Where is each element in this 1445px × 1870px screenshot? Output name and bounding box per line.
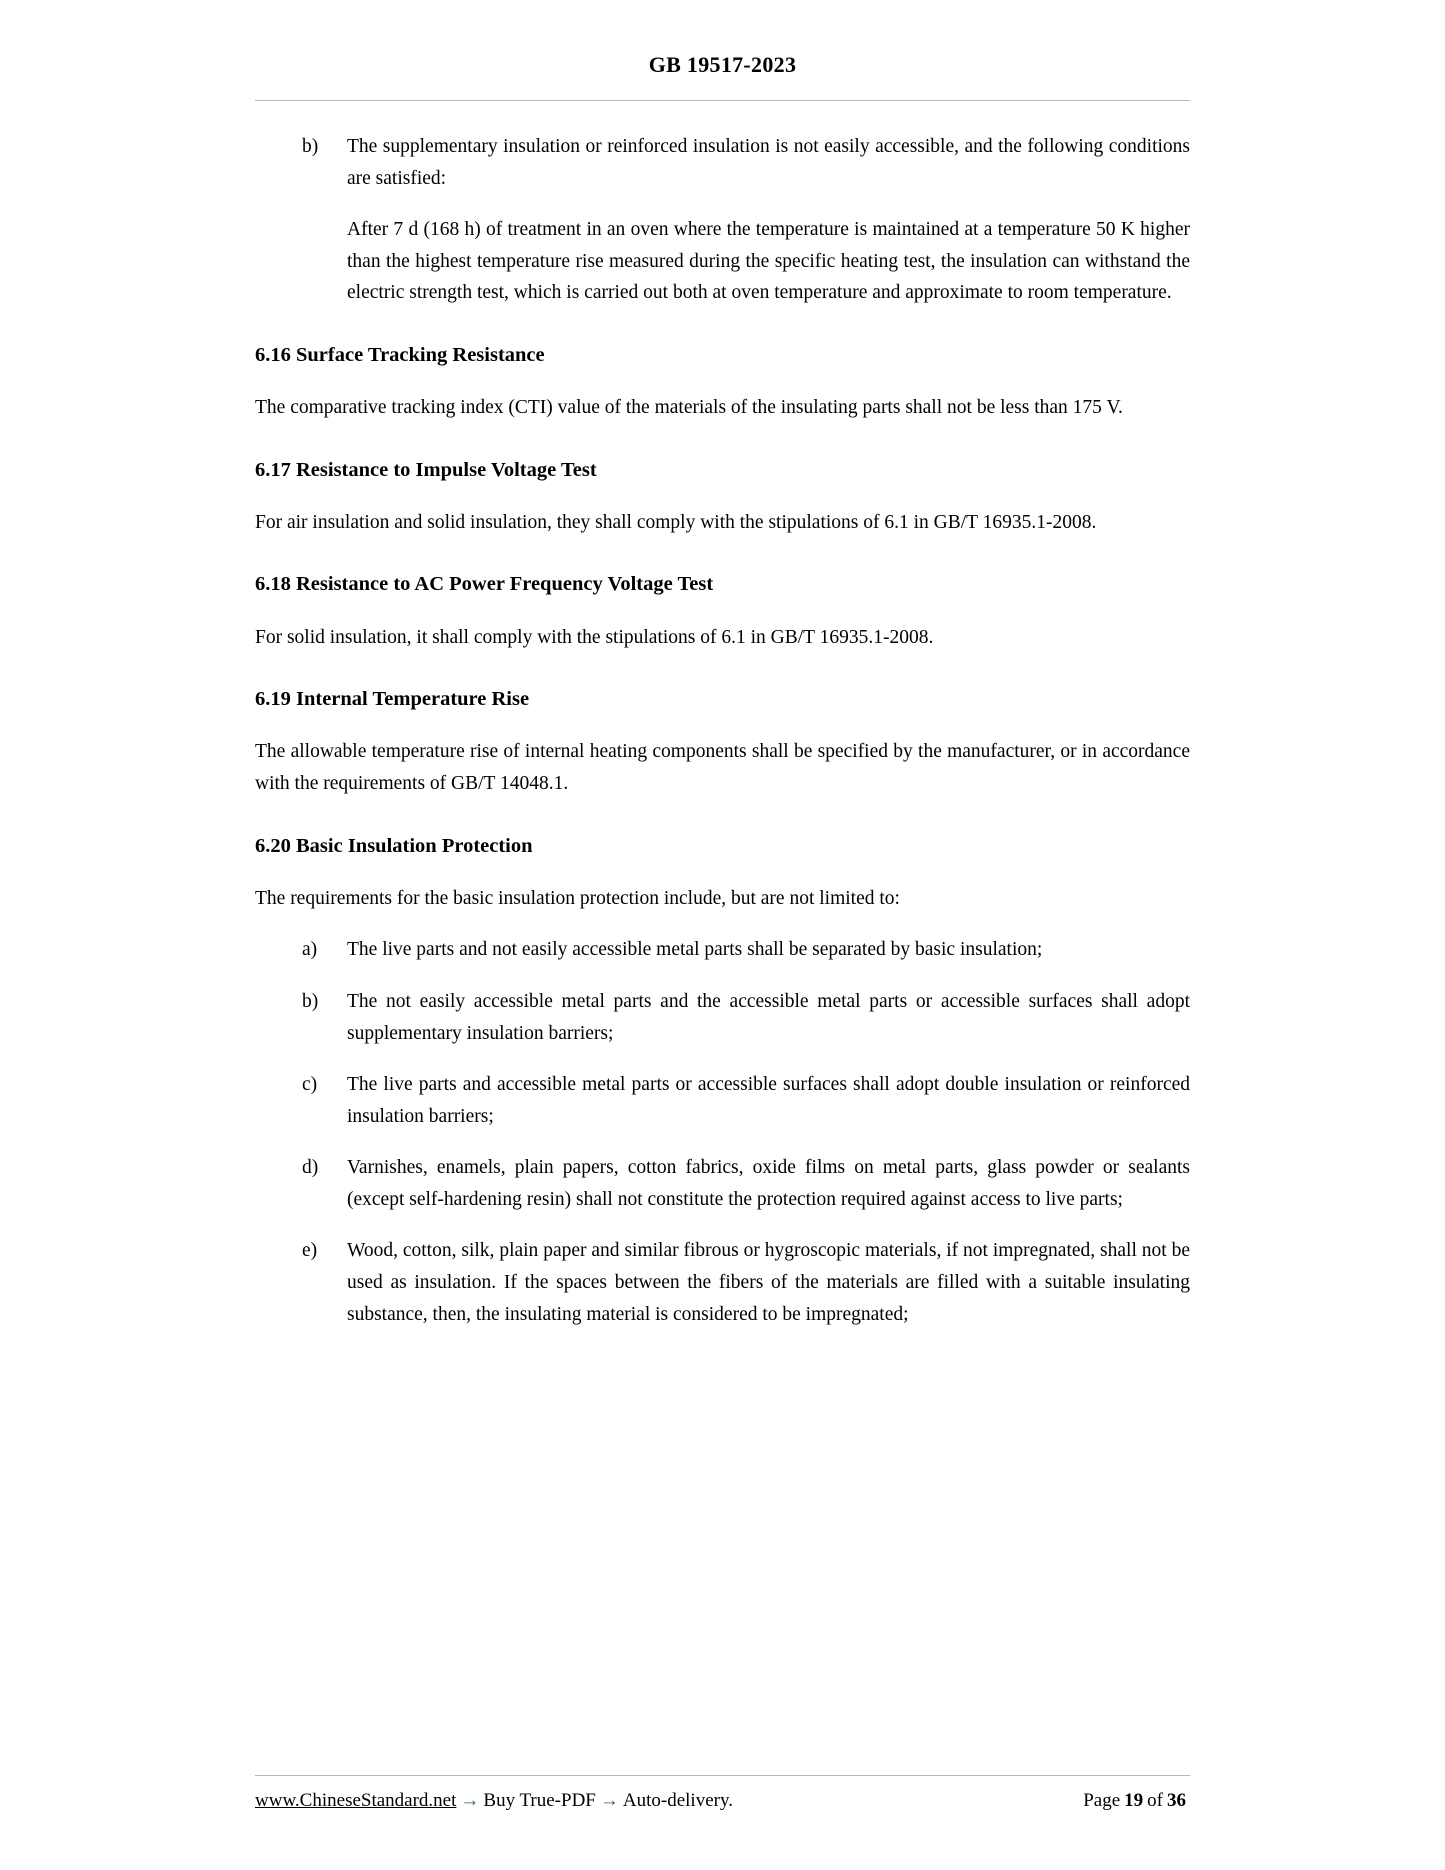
list-item — [255, 131, 1190, 194]
section-paragraph-616: The comparative tracking index (CTI) value of the materials of the insulating parts shall not be less than 175 V. — [255, 397, 1123, 419]
list-item — [255, 1152, 1190, 1215]
page-total: 36 — [1167, 1790, 1186, 1811]
footer-row — [255, 1790, 1190, 1812]
section-heading-617: 6.17 Resistance to Impulse Voltage Test — [255, 458, 597, 481]
buy-label: Buy True-PDF — [483, 1790, 596, 1811]
list-marker: c) — [302, 1074, 318, 1096]
list-marker: b) — [302, 990, 319, 1012]
list-marker: a) — [302, 939, 318, 961]
of-label: of — [1147, 1790, 1163, 1811]
section-paragraph-618: For solid insulation, it shall comply with the stipulations of 6.1 in GB/T 16935.1-2008. — [255, 626, 934, 648]
page-indicator — [1083, 1790, 1190, 1812]
list-item-text: Varnishes, enamels, plain papers, cotton fabrics, oxide films on metal parts, glass powder or sealants (except self-hardening resin) shall not constitute the protection required against access to live parts; — [347, 1157, 1190, 1210]
page-content — [255, 101, 1190, 1330]
section-heading-616: 6.16 Surface Tracking Resistance — [255, 343, 545, 366]
list-item — [255, 1235, 1190, 1330]
list-item — [255, 986, 1190, 1049]
list-item-text: The live parts and accessible metal parts or accessible surfaces shall adopt double insulation or reinforced insulation barriers; — [347, 1074, 1190, 1127]
section-paragraph-617: For air insulation and solid insulation, they shall comply with the stipulations of 6.1 in GB/T 16935.1-2008. — [255, 511, 1097, 533]
delivery-label: Auto-delivery. — [622, 1790, 733, 1811]
list-marker: d) — [302, 1157, 319, 1179]
section-paragraph-619: The allowable temperature rise of internal heating components shall be specified by the manufacturer, or in accordance with the requirements of GB/T 14048.1. — [255, 741, 1190, 795]
footer-divider — [255, 1775, 1190, 1776]
list-item — [255, 1069, 1190, 1132]
standard-number: GB 19517-2023 — [648, 52, 797, 77]
list-item-text: Wood, cotton, silk, plain paper and similar fibrous or hygroscopic materials, if not impregnated, shall not be used as insulation. If the spaces between the fibers of the materials are filled with a suitable insulating substance, then, the insulating material is considered to be impregnated; — [347, 1240, 1190, 1325]
list-item-text: The live parts and not easily accessible metal parts shall be separated by basic insulation; — [347, 939, 1043, 961]
page-header — [0, 0, 1445, 78]
website-link[interactable]: www.ChineseStandard.net — [255, 1790, 457, 1811]
list-item-text: The supplementary insulation or reinforced insulation is not easily accessible, and the following conditions are satisfied: — [347, 136, 1190, 189]
footer-left — [255, 1790, 733, 1812]
arrow-right-icon: → — [460, 1790, 480, 1811]
section-heading-619: 6.19 Internal Temperature Rise — [255, 688, 530, 711]
section-heading-618: 6.18 Resistance to AC Power Frequency Voltage Test — [255, 573, 714, 596]
page-label: Page — [1083, 1790, 1121, 1811]
page-number: 19 — [1124, 1790, 1144, 1811]
page-footer — [0, 1775, 1445, 1812]
section-paragraph-620: The requirements for the basic insulation protection include, but are not limited to: — [255, 887, 900, 909]
list-item — [255, 934, 1190, 966]
section-heading-620: 6.20 Basic Insulation Protection — [255, 834, 533, 857]
list-item-text: The not easily accessible metal parts and the accessible metal parts or accessible surfaces shall adopt supplementary insulation barriers; — [347, 990, 1190, 1044]
sub-paragraph: After 7 d (168 h) of treatment in an oven where the temperature is maintained at a temperature 50 K higher than the highest temperature rise measured during the specific heating test, the insulation can withstand the electric strength test, which is carried out both at oven temperature and approximate to room temperature. — [347, 219, 1190, 304]
list-marker: e) — [302, 1240, 318, 1262]
list-marker: b) — [302, 136, 319, 157]
arrow-right-icon: → — [599, 1790, 619, 1811]
